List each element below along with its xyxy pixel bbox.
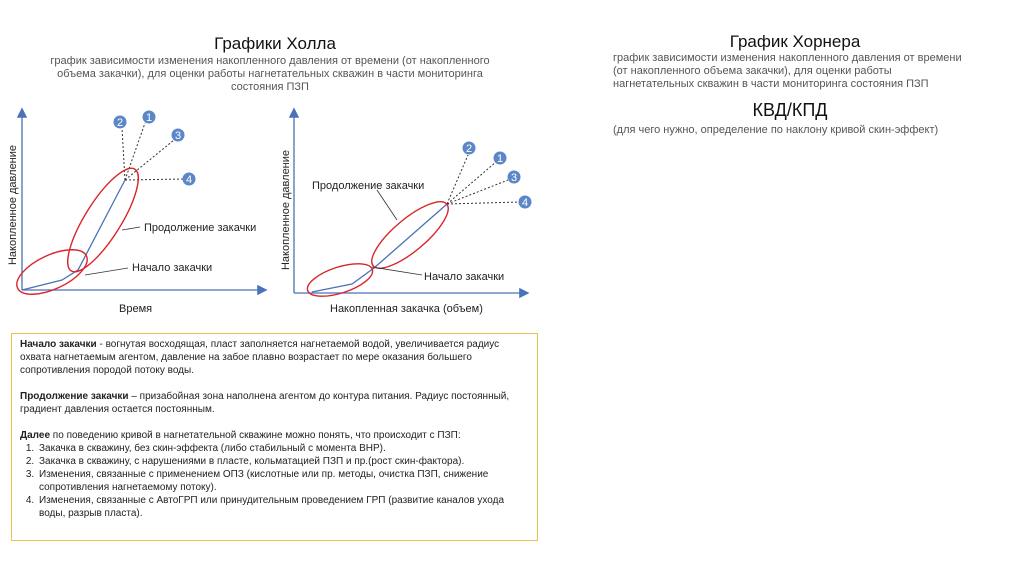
kvd-title: КВД/КПД: [752, 100, 828, 120]
hall-subtitle-line: объема закачки), для оценки работы нагнетательных скважин в части мониторинга: [57, 68, 483, 80]
notes-box: [11, 333, 538, 541]
marker-4: [183, 173, 196, 187]
marker-2: [114, 116, 127, 130]
leader-continue: [122, 227, 140, 230]
hall-subtitle-line: график зависимости изменения накопленного давления от времени (от накопленного: [50, 55, 490, 67]
curve: [22, 180, 125, 290]
note-further: [20, 429, 529, 442]
horner-title: График Хорнера: [729, 32, 861, 51]
note-continue: [20, 390, 529, 416]
marker-3: [508, 171, 521, 185]
note-start-text: - вогнутая восходящая, пласт заполняется нагнетаемой водой, увеличивается радиус охвата нагнетаемым агентом, давление на забое плавно возрастает по мере оказания большего сопротивления породой потоку воды.: [20, 339, 500, 376]
marker-label: 1: [496, 153, 504, 165]
marker-3: [172, 129, 185, 143]
list-item: 3. Изменения, связанные с применением ОПЗ (кислотные или пр. методы, очистка ПЗП, снижение сопротивления нагнетаемому потоку).: [37, 468, 529, 494]
list-item: 2. Закачка в скважину, с нарушениями в пласте, кольматацией ПЗП и пр.(рост скин-фактора).: [37, 455, 529, 468]
hall-chart-volume: [272, 100, 542, 325]
marker-label: 3: [174, 130, 182, 142]
kvd-note: (для чего нужно, определение по наклону кривой скин-эффект): [613, 124, 939, 136]
note-further-term: Далее: [20, 430, 51, 441]
horner-subtitle-line: график зависимости изменения накопленного давления от времени: [613, 52, 962, 64]
label-continue: Продолжение закачки: [144, 222, 257, 234]
x-axis-label: Время: [119, 303, 153, 315]
branch-line-1: [447, 162, 496, 204]
leader-start: [372, 267, 422, 275]
marker-1: [494, 152, 507, 166]
horner-subtitle-line: (от накопленного объема закачки), для оценки работы: [613, 65, 892, 77]
marker-label: 3: [510, 172, 518, 184]
ellipse-start: [304, 257, 377, 303]
list-item: 4. Изменения, связанные с АвтоГРП или принудительным проведением ГРП (развитие каналов ухода воды, разрыв пласта).: [37, 494, 529, 520]
hall-subtitle: [20, 55, 520, 94]
note-start-term: Начало закачки: [20, 339, 97, 350]
marker-label: 4: [185, 174, 193, 186]
leader-start: [85, 268, 128, 275]
y-axis-label: Накопленное давление: [7, 144, 19, 266]
marker-label: 4: [521, 197, 529, 209]
x-axis-label: Накопленная закачка (объем): [330, 303, 483, 315]
marker-label: 2: [465, 143, 473, 155]
hall-title: Графики Холла: [214, 34, 336, 53]
branch-line-2: [122, 128, 125, 180]
branch-line-4: [447, 202, 520, 204]
branch-line-3: [447, 180, 508, 204]
note-start: [20, 338, 529, 377]
horner-subtitle: [613, 52, 993, 91]
label-continue: Продолжение закачки: [312, 180, 425, 192]
branch-line-4: [125, 179, 183, 180]
marker-2: [463, 142, 476, 156]
note-continue-term: Продолжение закачки: [20, 391, 129, 402]
label-start: Начало закачки: [132, 262, 213, 274]
marker-1: [143, 111, 156, 125]
hall-subtitle-line: состояния ПЗП: [231, 81, 309, 93]
notes-list: [20, 442, 529, 520]
note-continue-text: – призабойная зона наполнена агентом до контура питания. Радиус постоянный, градиент давления остается постоянным.: [20, 391, 510, 415]
marker-label: 2: [116, 117, 124, 129]
marker-4: [519, 196, 532, 210]
leader-continue: [377, 190, 397, 220]
ellipse-start: [10, 241, 93, 304]
label-start: Начало закачки: [424, 271, 505, 283]
branch-line-2: [447, 155, 468, 204]
marker-label: 1: [145, 112, 153, 124]
list-item: 1. Закачка в скважину, без скин-эффекта (либо стабильный с момента ВНР).: [37, 442, 529, 455]
y-axis-label: Накопленное давление: [280, 149, 292, 271]
hall-chart-time: [0, 100, 285, 325]
note-further-text: по поведению кривой в нагнетательной скважине можно понять, что происходит с ПЗП:: [50, 430, 461, 441]
horner-subtitle-line: нагнетательных скважин в части мониторинга состояния ПЗП: [613, 78, 929, 90]
